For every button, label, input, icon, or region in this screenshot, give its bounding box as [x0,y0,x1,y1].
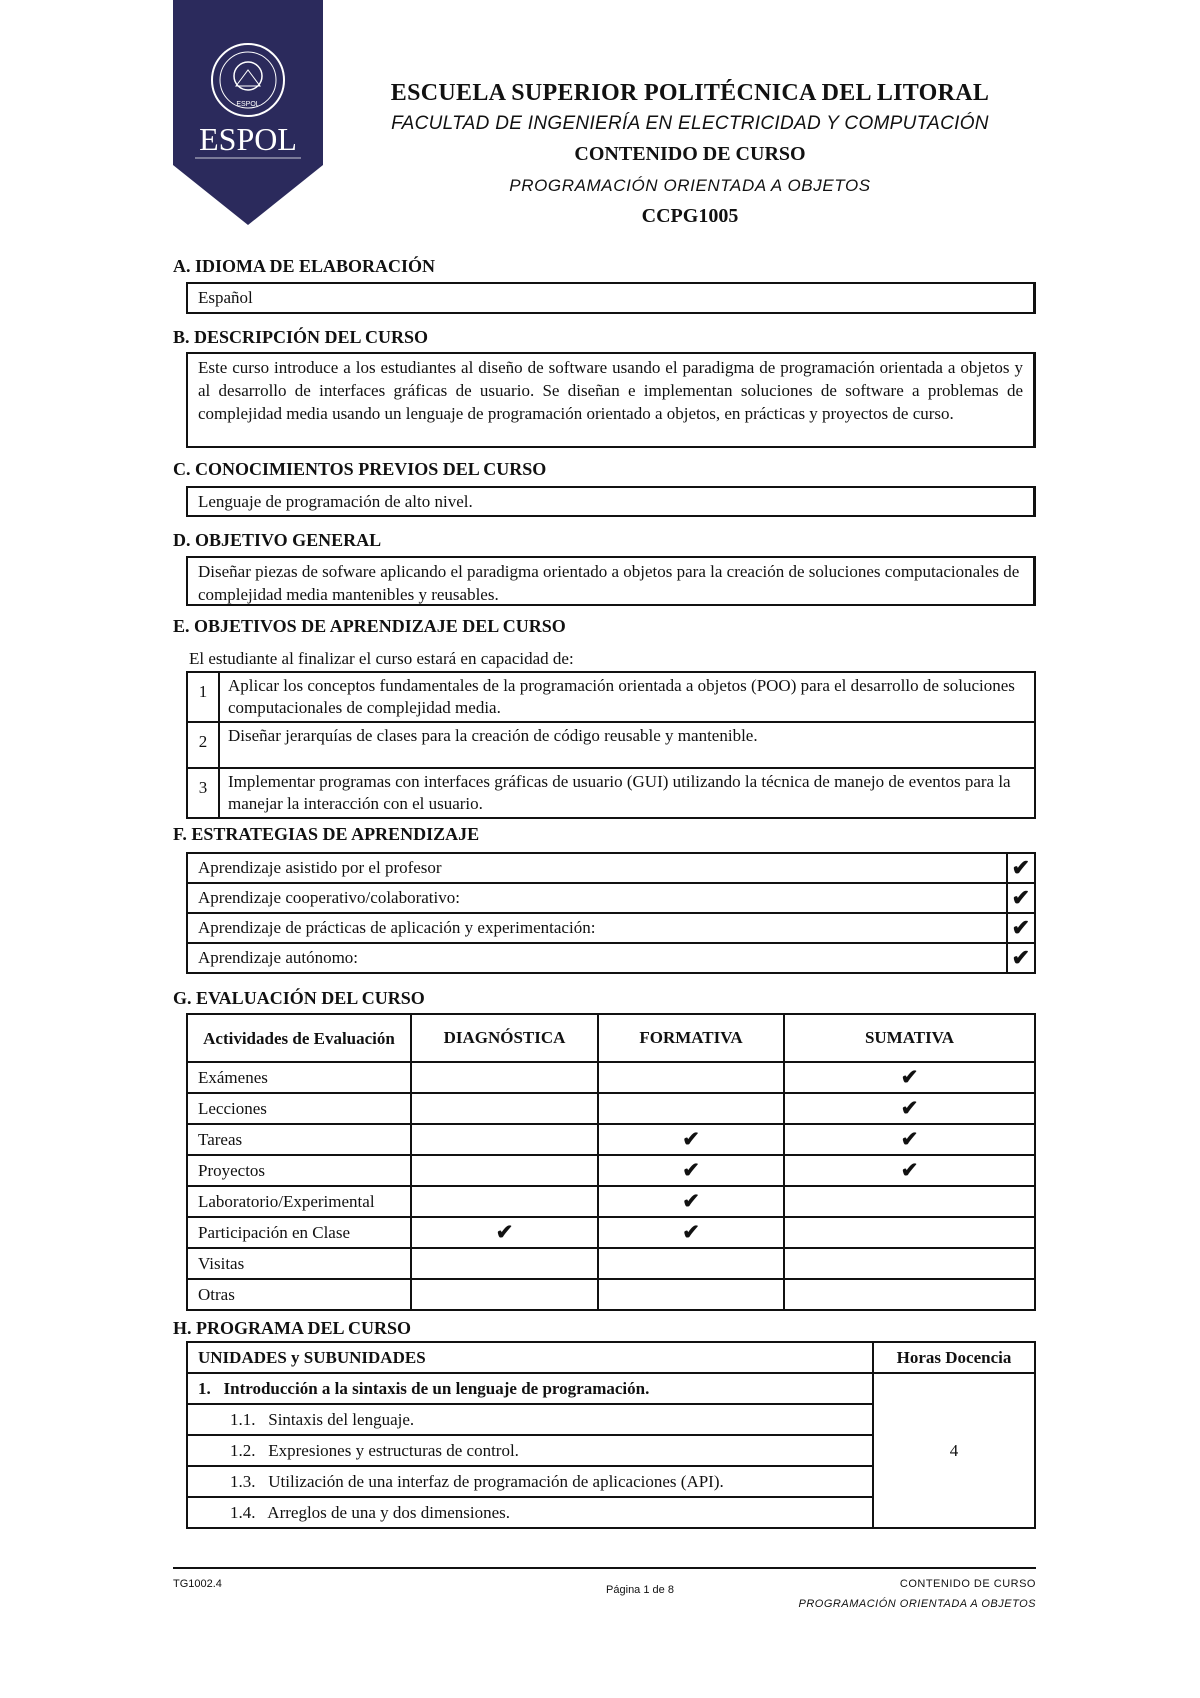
summative-cell [784,1279,1035,1310]
check-icon: ✔ [784,1062,1035,1093]
objective-number: 1 [187,672,219,722]
strategy-label: Aprendizaje autónomo: [187,943,1007,973]
section-a-title: A. IDIOMA DE ELABORACIÓN [173,256,436,276]
footer-page: Página 1 de 8 [606,1584,674,1596]
check-icon: ✔ [598,1186,784,1217]
subunit: 1.2. Expresiones y estructuras de control. [187,1435,873,1466]
objective-number: 3 [187,768,219,818]
program-table [186,1341,1036,1529]
activity-label: Laboratorio/Experimental [187,1186,411,1217]
check-icon: ✔ [411,1217,598,1248]
header-diagnostic: DIAGNÓSTICA [411,1014,598,1062]
objective-text: Aplicar los conceptos fundamentales de la programación orientada a objetos (POO) para el desarrollo de soluciones computacionales de complejidad media. [219,672,1035,722]
table-header-row [187,1014,1035,1062]
header-formative: FORMATIVA [598,1014,784,1062]
objective-text: Diseñar jerarquías de clases para la creación de código reusable y mantenible. [219,722,1035,768]
objectives-intro: El estudiante al finalizar el curso estará en capacidad de: [189,649,574,668]
check-icon: ✔ [1007,883,1035,913]
check-icon: ✔ [598,1124,784,1155]
table-row [187,768,1035,818]
strategy-label: Aprendizaje asistido por el profesor [187,853,1007,883]
activity-label: Visitas [187,1248,411,1279]
unit-hours: 4 [873,1373,1035,1528]
table-row [187,1217,1035,1248]
espol-logo [173,0,323,225]
formative-cell [598,1248,784,1279]
description-box [186,352,1036,448]
svg-text:ESPOL: ESPOL [236,101,260,108]
header-units: UNIDADES y SUBUNIDADES [187,1342,873,1373]
activity-label: Participación en Clase [187,1217,411,1248]
activity-label: Exámenes [187,1062,411,1093]
strategy-label: Aprendizaje de prácticas de aplicación y experimentación: [187,913,1007,943]
evaluation-rows [187,1062,1035,1310]
table-row [187,1373,1035,1404]
header-summative: SUMATIVA [784,1014,1035,1062]
description-text: Este curso introduce a los estudiantes al diseño de software usando el paradigma de programación orientada a objetos y al desarrollo de interfaces gráficas de usuario. Se diseñan e implementan soluciones de software a problemas de complejidad media usando un lenguaje de programación orientado a objetos, en prácticas y proyectos de curso. [198,358,1023,423]
activity-label: Tareas [187,1124,411,1155]
activity-label: Lecciones [187,1093,411,1124]
evaluation-table [186,1013,1036,1311]
diagnostic-cell [411,1155,598,1186]
prereq-value: Lenguaje de programación de alto nivel. [198,492,473,511]
table-row [187,943,1035,973]
section-f-title: F. ESTRATEGIAS DE APRENDIZAJE [173,824,480,844]
table-row [187,1062,1035,1093]
table-row [187,722,1035,768]
check-icon: ✔ [1007,943,1035,973]
section-c-title: C. CONOCIMIENTOS PREVIOS DEL CURSO [173,459,547,479]
learning-objectives-table [186,671,1036,819]
footer-divider [173,1567,1036,1569]
activity-label: Otras [187,1279,411,1310]
diagnostic-cell [411,1062,598,1093]
unit-title: 1. Introducción a la sintaxis de un lenguaje de programación. [187,1373,873,1404]
check-icon: ✔ [598,1217,784,1248]
header-hours: Horas Docencia [873,1342,1035,1373]
header-activities: Actividades de Evaluación [187,1014,411,1062]
language-value: Español [198,288,253,307]
table-row [187,913,1035,943]
formative-cell [598,1062,784,1093]
section-e-title: E. OBJETIVOS DE APRENDIZAJE DEL CURSO [173,616,566,636]
institution-title: ESCUELA SUPERIOR POLITÉCNICA DEL LITORAL [390,80,990,106]
course-name: PROGRAMACIÓN ORIENTADA A OBJETOS [509,176,871,195]
objective-text: Implementar programas con interfaces gráficas de usuario (GUI) utilizando la técnica de manejo de eventos para la manejar la interacción con el usuario. [219,768,1035,818]
footer-code: TG1002.4 [173,1578,222,1590]
table-row [187,1124,1035,1155]
section-d-title: D. OBJETIVO GENERAL [173,530,382,550]
table-row [187,1186,1035,1217]
check-icon: ✔ [784,1155,1035,1186]
summative-cell [784,1186,1035,1217]
summative-cell [784,1248,1035,1279]
table-header-row [187,1342,1035,1373]
strategies-table [186,852,1036,974]
general-objective-box [186,556,1036,606]
footer-doc-type: CONTENIDO DE CURSO [899,1578,1036,1590]
table-row [187,1279,1035,1310]
section-g-title: G. EVALUACIÓN DEL CURSO [173,988,425,1008]
doc-type-title: CONTENIDO DE CURSO [574,143,806,165]
logo-wordmark: ESPOL [199,121,297,157]
course-code: CCPG1005 [641,205,739,227]
section-b-title: B. DESCRIPCIÓN DEL CURSO [173,327,429,347]
diagnostic-cell [411,1093,598,1124]
subunit: 1.1. Sintaxis del lenguaje. [187,1404,873,1435]
prereq-box [186,486,1036,517]
section-h-title: H. PROGRAMA DEL CURSO [173,1318,412,1338]
strategy-label: Aprendizaje cooperativo/colaborativo: [187,883,1007,913]
table-row [187,672,1035,722]
check-icon: ✔ [598,1155,784,1186]
diagnostic-cell [411,1248,598,1279]
subunit: 1.3. Utilización de una interfaz de programación de aplicaciones (API). [187,1466,873,1497]
general-objective-text: Diseñar piezas de sofware aplicando el paradigma orientado a objetos para la creación de soluciones computacionales de complejidad media mantenibles y reusables. [198,562,1020,604]
check-icon: ✔ [1007,853,1035,883]
activity-label: Proyectos [187,1155,411,1186]
diagnostic-cell [411,1186,598,1217]
faculty-title: FACULTAD DE INGENIERÍA EN ELECTRICIDAD Y COMPUTACIÓN [391,113,989,134]
check-icon: ✔ [784,1124,1035,1155]
objective-number: 2 [187,722,219,768]
formative-cell [598,1279,784,1310]
table-row [187,883,1035,913]
table-row [187,853,1035,883]
check-icon: ✔ [784,1093,1035,1124]
table-row [187,1155,1035,1186]
check-icon: ✔ [1007,913,1035,943]
diagnostic-cell [411,1124,598,1155]
table-row [187,1248,1035,1279]
footer-course: PROGRAMACIÓN ORIENTADA A OBJETOS [798,1598,1036,1610]
formative-cell [598,1093,784,1124]
language-box [186,282,1036,314]
table-row [187,1093,1035,1124]
summative-cell [784,1217,1035,1248]
diagnostic-cell [411,1279,598,1310]
subunit: 1.4. Arreglos de una y dos dimensiones. [187,1497,873,1528]
